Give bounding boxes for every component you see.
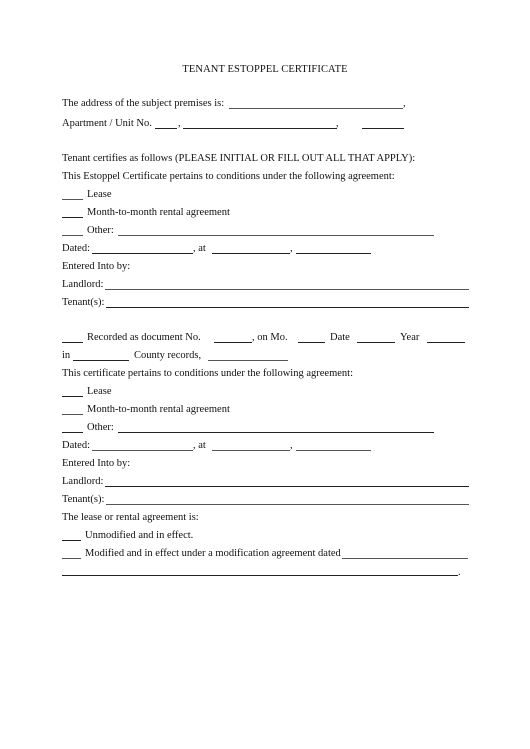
year-field[interactable] [427, 342, 465, 343]
other-initial-field[interactable] [62, 235, 83, 236]
dated-extra-field-2[interactable] [296, 450, 371, 451]
dated-location-field-2[interactable] [212, 450, 290, 451]
county-field[interactable] [73, 360, 129, 361]
dated-field[interactable] [92, 253, 193, 254]
document-number-field[interactable] [214, 342, 252, 343]
modified-initial-field[interactable] [62, 558, 81, 559]
lease-initial-field-2[interactable] [62, 396, 83, 397]
address-label: The address of the subject premises is: [62, 98, 225, 109]
month-to-month-initial-field-2[interactable] [62, 414, 83, 415]
address-comma: , [403, 98, 406, 109]
dated-extra-field[interactable] [296, 253, 371, 254]
apartment-comma-2: , [336, 118, 339, 129]
lease-initial-field[interactable] [62, 199, 83, 200]
dated-location-field[interactable] [212, 253, 290, 254]
dated-field-2[interactable] [92, 450, 193, 451]
county-records-field[interactable] [208, 360, 288, 361]
apartment-number-field[interactable] [155, 128, 177, 129]
other-description-field[interactable] [118, 235, 434, 236]
page-title: TENANT ESTOPPEL CERTIFICATE [182, 64, 348, 75]
tenants-field-2[interactable] [106, 504, 469, 505]
apartment-field-2[interactable] [183, 128, 337, 129]
landlord-field-2[interactable] [105, 486, 469, 487]
month-to-month-initial-field[interactable] [62, 217, 83, 218]
other-initial-field-2[interactable] [62, 432, 83, 433]
modification-date-field[interactable] [342, 558, 468, 559]
tenants-field[interactable] [106, 307, 469, 308]
date-field[interactable] [357, 342, 395, 343]
address-field[interactable] [229, 108, 403, 109]
apartment-field-3[interactable] [362, 128, 404, 129]
apartment-comma-1: , [178, 118, 181, 129]
month-field[interactable] [298, 342, 325, 343]
apartment-label: Apartment / Unit No. [62, 118, 152, 129]
recorded-initial-field[interactable] [62, 342, 83, 343]
landlord-field[interactable] [105, 289, 469, 290]
unmodified-initial-field[interactable] [62, 540, 81, 541]
other-description-field-2[interactable] [118, 432, 434, 433]
end-period: . [458, 567, 461, 578]
modification-details-field[interactable] [62, 575, 458, 576]
